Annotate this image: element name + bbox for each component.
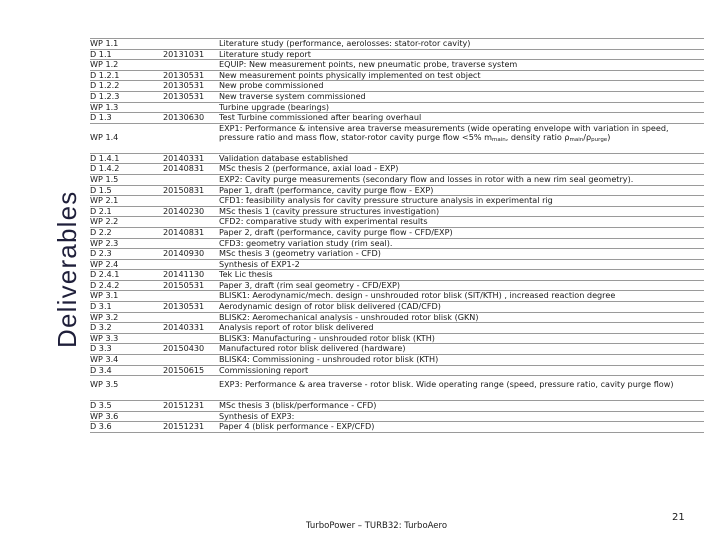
due-date: 20151231 xyxy=(163,400,205,411)
work-package-id: WP 3.5 xyxy=(90,379,119,390)
work-package-id: WP 3.4 xyxy=(90,354,119,365)
work-package-id: WP 2.3 xyxy=(90,237,119,248)
work-package-id: D 3.2 xyxy=(90,322,112,333)
work-package-id: WP 2.4 xyxy=(90,258,119,269)
work-package-id: WP 1.1 xyxy=(90,38,119,48)
due-date: 20150615 xyxy=(163,364,205,375)
due-date: 20141130 xyxy=(163,269,205,280)
description: Paper 4 (blisk performance - EXP/CFD) xyxy=(219,421,375,432)
description: Turbine upgrade (bearings) xyxy=(219,101,330,112)
deliverables-table xyxy=(90,38,704,433)
description: BLISK2: Aeromechanical analysis - unshrouded rotor blisk (GKN) xyxy=(219,311,479,322)
description: EXP3: Performance & area traverse - rotor blisk. Wide operating range (speed, pressure ratio, cavity purge flow) xyxy=(219,379,674,390)
table-row xyxy=(90,124,704,154)
description: Tek Lic thesis xyxy=(219,269,273,280)
description: BLISK4: Commissioning - unshrouded rotor blisk (KTH) xyxy=(219,354,439,365)
description: EQUIP: New measurement points, new pneumatic probe, traverse system xyxy=(219,59,518,70)
description-part: EXP1: Performance & intensive area traverse measurements (wide operating envelope with variation in speed, pressure ratio and mass flow, stator-rotor cavity purge flow <5% m xyxy=(219,122,669,143)
work-package-id: D 2.3 xyxy=(90,248,112,259)
section-title: Deliverables xyxy=(52,190,82,348)
description: Literature study (performance, aerolosses: stator-rotor cavity) xyxy=(219,38,471,48)
table-row xyxy=(90,376,704,401)
due-date: 20140230 xyxy=(163,205,205,216)
due-date: 20130531 xyxy=(163,80,205,91)
due-date: 20130531 xyxy=(163,69,205,80)
due-date: 20150831 xyxy=(163,184,205,195)
description-part: /ρ xyxy=(583,132,592,143)
work-package-id: D 3.3 xyxy=(90,343,112,354)
due-date: 20131031 xyxy=(163,48,205,59)
footer-text: TurboPower – TURB32: TurboAero xyxy=(306,521,448,531)
description: Paper 3, draft (rim seal geometry - CFD/EXP) xyxy=(219,279,401,290)
work-package-id: D 1.2.3 xyxy=(90,90,120,101)
description: Manufactured rotor blisk delivered (hardware) xyxy=(219,343,406,354)
description: Paper 1, draft (performance, cavity purge flow - EXP) xyxy=(219,184,434,195)
description: New probe commissioned xyxy=(219,80,324,91)
description: Literature study report xyxy=(219,48,311,59)
table-row xyxy=(90,249,704,260)
work-package-id: WP 3.1 xyxy=(90,290,119,301)
description: BLISK1: Aerodynamic/mech. design - unshrouded rotor blisk (SIT/KTH) , increased reaction degree xyxy=(219,290,616,301)
work-package-id: D 3.5 xyxy=(90,400,112,411)
description: New traverse system commissioned xyxy=(219,90,366,101)
subscript: main xyxy=(492,137,506,144)
due-date: 20150531 xyxy=(163,279,205,290)
due-date: 20140331 xyxy=(163,152,205,163)
due-date: 20151231 xyxy=(163,421,205,432)
work-package-id: D 3.4 xyxy=(90,364,112,375)
work-package-id: D 2.1 xyxy=(90,205,112,216)
work-package-id: D 1.4.2 xyxy=(90,163,120,174)
work-package-id: D 1.2.2 xyxy=(90,80,120,91)
table-row xyxy=(90,401,704,412)
work-package-id: WP 3.3 xyxy=(90,332,119,343)
description: New measurement points physically implemented on test object xyxy=(219,69,481,80)
due-date: 20140831 xyxy=(163,226,205,237)
due-date: 20130531 xyxy=(163,90,205,101)
work-package-id: WP 1.4 xyxy=(90,132,119,143)
work-package-id: D 2.2 xyxy=(90,226,112,237)
subscript: purge xyxy=(591,137,608,144)
description-part: , density ratio ρ xyxy=(505,132,570,143)
table-row xyxy=(90,92,704,103)
description-part: ) xyxy=(607,132,611,143)
description: Synthesis of EXP3: xyxy=(219,410,295,421)
work-package-id: WP 2.2 xyxy=(90,216,119,227)
description: Aerodynamic design of rotor blisk delivered (CAD/CFD) xyxy=(219,301,441,312)
description: Analysis report of rotor blisk delivered xyxy=(219,322,374,333)
work-package-id: D 3.6 xyxy=(90,421,112,432)
work-package-id: D 1.3 xyxy=(90,112,112,123)
due-date: 20130531 xyxy=(163,301,205,312)
due-date: 20140831 xyxy=(163,163,205,174)
description: CFD2: comparative study with experimental results xyxy=(219,216,428,227)
table-row xyxy=(90,228,704,239)
subscript: main xyxy=(569,137,584,144)
work-package-id: WP 1.3 xyxy=(90,101,119,112)
description: Paper 2, draft (performance, cavity purge flow - CFD/EXP) xyxy=(219,226,453,237)
description: BLISK3: Manufacturing - unshrouded rotor blisk (KTH) xyxy=(219,332,435,343)
work-package-id: WP 3.2 xyxy=(90,311,119,322)
description: MSc thesis 2 (performance, axial load - EXP) xyxy=(219,163,399,174)
description: Commissioning report xyxy=(219,364,309,375)
description: CFD1: feasibility analysis for cavity pressure structure analysis in experimental rig xyxy=(219,195,553,206)
work-package-id: D 1.2.1 xyxy=(90,69,120,80)
description: Synthesis of EXP1-2 xyxy=(219,258,300,269)
table-row xyxy=(90,422,704,433)
work-package-id: D 1.1 xyxy=(90,48,112,59)
description: Test Turbine commissioned after bearing overhaul xyxy=(219,112,422,123)
work-package-id: WP 3.6 xyxy=(90,410,119,421)
due-date: 20140930 xyxy=(163,248,205,259)
work-package-id: WP 2.1 xyxy=(90,195,119,206)
description: MSc thesis 3 (geometry variation - CFD) xyxy=(219,248,381,259)
work-package-id: WP 1.2 xyxy=(90,59,119,70)
description xyxy=(219,124,704,146)
description: Validation database established xyxy=(219,152,349,163)
work-package-id: WP 1.5 xyxy=(90,173,119,184)
table-row xyxy=(90,366,704,377)
work-package-id: D 1.4.1 xyxy=(90,152,120,163)
description: EXP2: Cavity purge measurements (secondary flow and losses in rotor with a new rim seal geometry). xyxy=(219,173,634,184)
table-row xyxy=(90,38,704,50)
due-date: 20140331 xyxy=(163,322,205,333)
table-row xyxy=(90,175,704,186)
due-date: 20130630 xyxy=(163,112,205,123)
work-package-id: D 2.4.1 xyxy=(90,269,120,280)
work-package-id: D 2.4.2 xyxy=(90,279,120,290)
description: MSc thesis 3 (blisk/performance - CFD) xyxy=(219,400,377,411)
description: MSc thesis 1 (cavity pressure structures investigation) xyxy=(219,205,440,216)
description: CFD3: geometry variation study (rim seal). xyxy=(219,237,393,248)
page-number: 21 xyxy=(672,512,685,523)
work-package-id: D 3.1 xyxy=(90,301,112,312)
due-date: 20150430 xyxy=(163,343,205,354)
work-package-id: D 1.5 xyxy=(90,184,112,195)
